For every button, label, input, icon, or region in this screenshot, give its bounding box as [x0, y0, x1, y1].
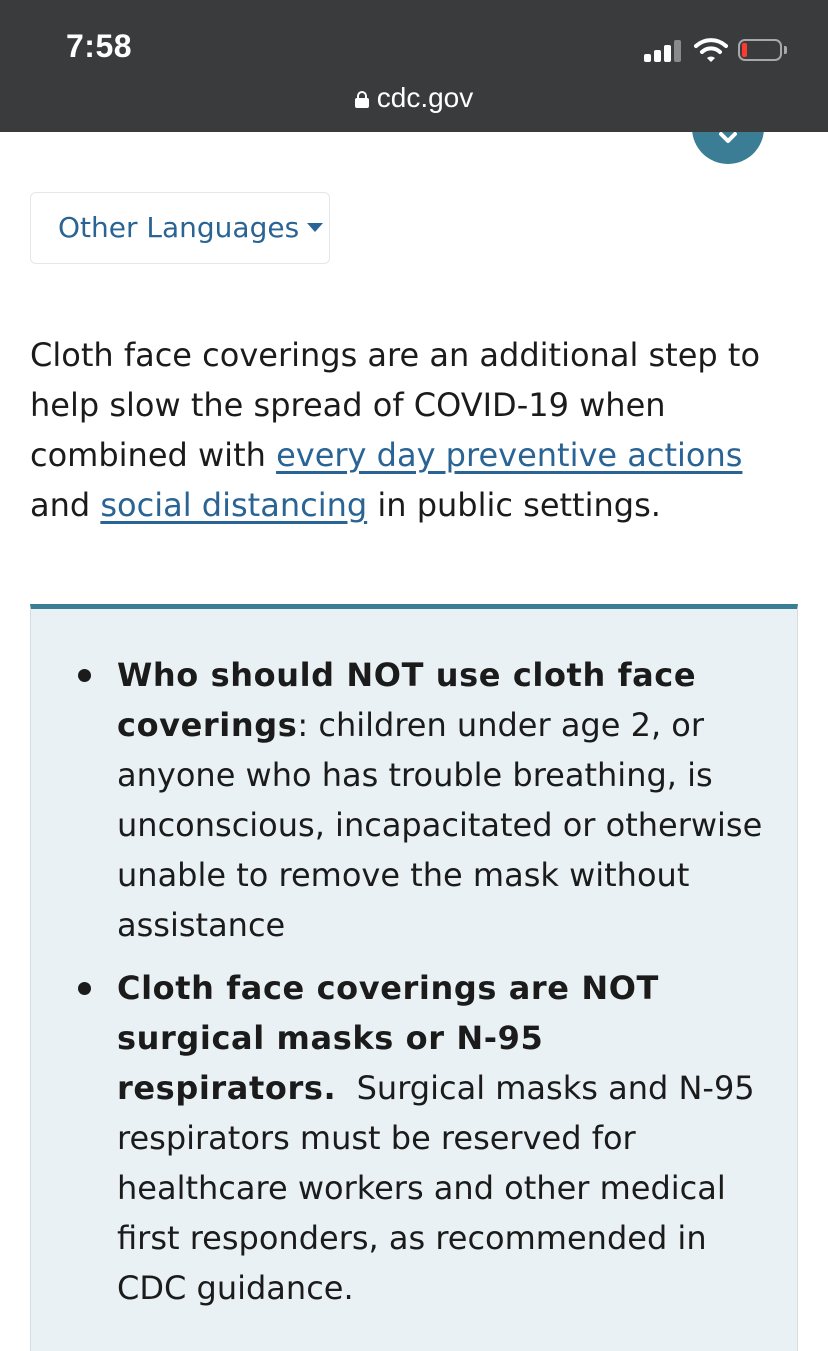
intro-paragraph: [30, 330, 810, 530]
url-text: cdc.gov: [376, 82, 474, 113]
url-bar[interactable]: [0, 82, 828, 114]
callout-box: [30, 604, 798, 1351]
lock-icon: [355, 91, 369, 107]
social-distancing-link[interactable]: social distancing: [100, 486, 368, 524]
bullet-icon: [78, 669, 91, 682]
caret-down-icon: [307, 223, 323, 232]
other-languages-button[interactable]: [30, 192, 330, 264]
intro-text-2: and: [30, 486, 101, 524]
list-item: [117, 963, 767, 1313]
every-day-preventive-actions-link[interactable]: every day preventive actions: [276, 436, 743, 474]
other-languages-label: Other Languages: [58, 211, 300, 244]
wifi-icon: [694, 36, 728, 64]
list-item-text: : children under age 2, or anyone who has trouble breathing, is unconscious, incapacitated or otherwise unable to remove the mask without assistance: [117, 706, 763, 944]
status-time: 7:58: [66, 28, 133, 64]
status-icons: [644, 36, 794, 64]
intro-text-3: in public settings.: [367, 486, 661, 524]
chevron-down-icon: [718, 132, 738, 144]
bullet-icon: [78, 982, 91, 995]
list-item-bold: Cloth face coverings are NOT surgical masks or N-95 respirators.: [117, 969, 659, 1107]
browser-top-bar: [0, 0, 828, 132]
cellular-signal-icon: [644, 40, 684, 62]
intro-text-1: Cloth face coverings are an additional step to help slow the spread of COVID-19 when combined with: [30, 336, 761, 474]
list-item-text: Surgical masks and N-95 respirators must be reserved for healthcare workers and other medical first responders, as recommended in CDC guidance.: [117, 1069, 765, 1307]
list-item: [117, 650, 767, 950]
list-item-bold: Who should NOT use cloth face coverings: [117, 656, 697, 744]
battery-low-icon: [738, 39, 788, 61]
